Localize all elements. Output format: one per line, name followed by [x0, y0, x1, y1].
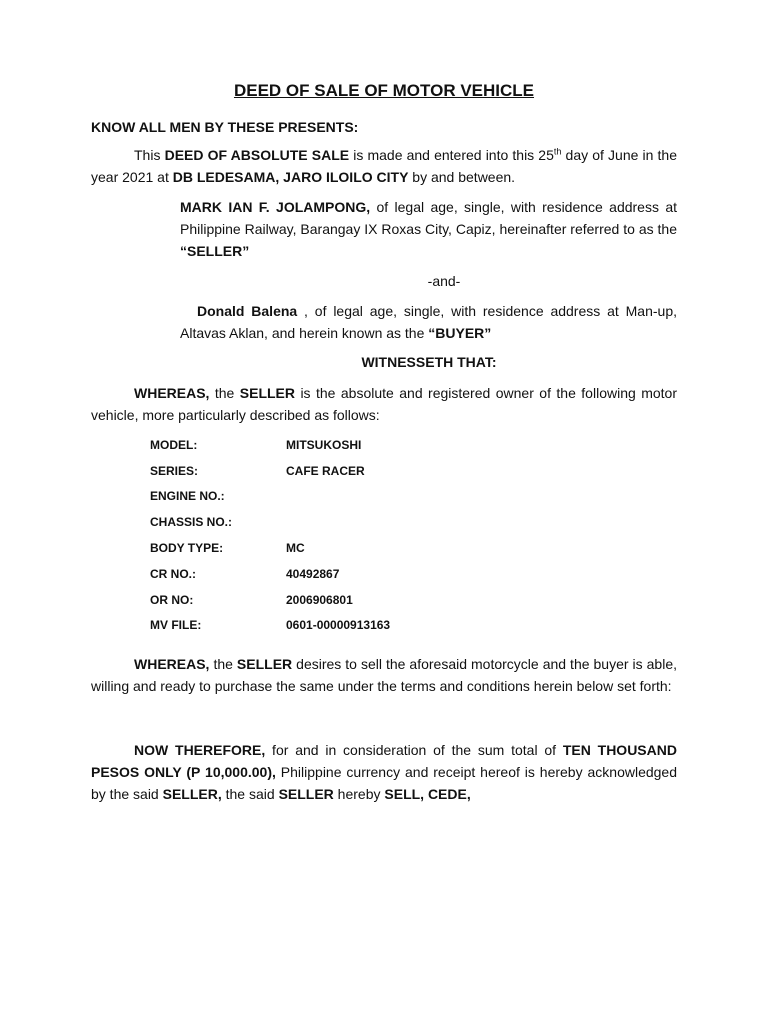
deed-type: DEED OF ABSOLUTE SALE: [164, 147, 350, 163]
seller-ref: SELLER: [239, 385, 296, 401]
vehicle-details: [150, 432, 550, 638]
seller-ref: SELLER: [278, 786, 334, 802]
vehicle-field-label: BODY TYPE:: [150, 541, 224, 556]
whereas-keyword: WHEREAS,: [134, 656, 210, 672]
whereas-text: is the absolute and registered owner of the following motor vehicle, more particularly described as follows:: [91, 385, 677, 423]
consideration-text: for and in consideration of the sum total of: [265, 742, 563, 758]
vehicle-field-label: MODEL:: [150, 437, 198, 452]
seller-ref: SELLER: [236, 656, 293, 672]
document-title: DEED OF SALE OF MOTOR VEHICLE: [233, 81, 535, 100]
vehicle-field-label: OR NO:: [150, 592, 194, 607]
vehicle-field-value: CAFE RACER: [286, 463, 365, 478]
day-suffix: th: [553, 146, 562, 157]
buyer-role: “BUYER”: [428, 325, 492, 341]
vehicle-row: [150, 535, 550, 561]
buyer-paragraph: [180, 300, 677, 344]
whereas-keyword: WHEREAS,: [134, 385, 210, 401]
seller-details: of legal age, single, with residence address at Philippine Railway, Barangay IX Roxas City, Capiz, hereinafter referred to as the: [180, 199, 677, 237]
vehicle-field-value: MC: [286, 541, 305, 556]
consideration-text: the said: [221, 786, 279, 802]
sale-amount: TEN THOUSAND PESOS ONLY (P 10,000.00),: [91, 742, 677, 780]
intro-text: This: [134, 147, 165, 163]
conveyance-verbs: SELL, CEDE,: [384, 786, 471, 802]
vehicle-field-value: 40492867: [286, 566, 340, 581]
consideration-text: hereby: [333, 786, 385, 802]
consideration-paragraph: [91, 739, 677, 805]
seller-role: “SELLER”: [180, 243, 250, 259]
buyer-name: Donald Balena: [197, 303, 298, 319]
vehicle-row: [150, 613, 550, 639]
vehicle-row: [150, 561, 550, 587]
seller-paragraph: [180, 196, 677, 262]
whereas-text: the: [209, 656, 237, 672]
sale-location: DB LEDESAMA, JARO ILOILO CITY: [172, 169, 409, 185]
vehicle-field-label: MV FILE:: [150, 618, 202, 633]
vehicle-field-label: SERIES:: [150, 463, 199, 478]
buyer-details: , of legal age, single, with residence address at Man-up, Altavas Aklan, and herein known as the: [180, 303, 677, 341]
intro-text: is made and entered into this 25: [349, 147, 554, 163]
opening-heading: KNOW ALL MEN BY THESE PRESENTS:: [91, 119, 359, 135]
vehicle-row: [150, 432, 550, 458]
seller-ref: SELLER,: [162, 786, 222, 802]
consideration-text: Philippine currency and receipt hereof is hereby acknowledged by the said: [91, 764, 678, 802]
vehicle-field-value: MITSUKOSHI: [286, 437, 362, 452]
whereas-ownership-paragraph: [91, 382, 677, 426]
intro-text: by and between.: [408, 169, 516, 185]
vehicle-row: [150, 458, 550, 484]
whereas-text: the: [209, 385, 240, 401]
and-separator: -and-: [427, 273, 461, 289]
vehicle-row: [150, 587, 550, 613]
vehicle-field-label: CR NO.:: [150, 566, 196, 581]
witnesseth-heading: WITNESSETH THAT:: [361, 354, 497, 370]
vehicle-row: [150, 509, 550, 535]
vehicle-row: [150, 484, 550, 510]
seller-name: MARK IAN F. JOLAMPONG,: [180, 199, 371, 215]
intro-text: day of June in the year 2021 at: [91, 147, 677, 185]
intro-paragraph: [91, 144, 677, 188]
now-therefore-keyword: NOW THEREFORE,: [134, 742, 266, 758]
vehicle-field-value: 0601-00000913163: [286, 618, 391, 633]
vehicle-field-label: CHASSIS NO.:: [150, 515, 233, 530]
whereas-text: desires to sell the aforesaid motorcycle and the buyer is able, willing and ready to purchase the same under the terms and conditions herein below set forth:: [91, 656, 677, 694]
vehicle-field-value: 2006906801: [286, 592, 353, 607]
whereas-sale-paragraph: [91, 653, 677, 697]
vehicle-field-label: ENGINE NO.:: [150, 489, 225, 504]
